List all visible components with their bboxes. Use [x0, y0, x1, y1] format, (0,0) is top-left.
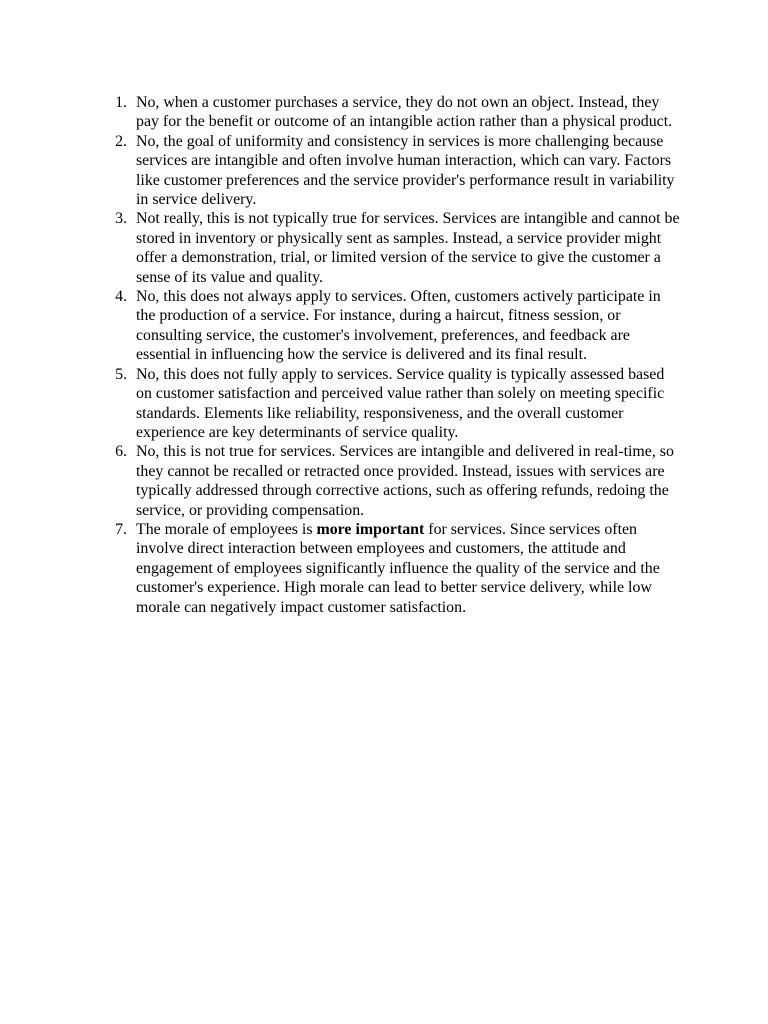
list-item-number: 3.	[115, 210, 127, 228]
list-item-number: 2.	[115, 132, 127, 150]
list-item-number: 5.	[115, 365, 127, 383]
list-item-text: No, this does not fully apply to services. Service quality is typically assessed based on customer satisfaction and perceived value rather than solely on meeting specific standards. Elements like reliability, responsiveness, and the overall customer experience are key determinants of service quality.	[136, 365, 665, 441]
list-item-text: Not really, this is not typically true for services. Services are intangible and cannot be stored in inventory or physically sent as samples. Instead, a service provider might offer a demonstration, trial, or limited version of the service to give the customer a sense of its value and quality.	[136, 210, 680, 286]
list-item	[0, 442, 681, 520]
list-item-number: 1.	[115, 94, 127, 111]
list-item-number: 6.	[115, 443, 127, 461]
list-item-text: No, when a customer purchases a service, they do not own an object. Instead, they pay for the benefit or outcome of an intangible action rather than a physical product.	[136, 94, 673, 131]
list-item-number: 7.	[115, 520, 127, 538]
list-item	[0, 365, 681, 443]
list-item-text: No, this does not always apply to services. Often, customers actively participate in the production of a service. For instance, during a haircut, fitness session, or consulting service, the customer's involvement, preferences, and feedback are essential in influencing how the service is delivered and its final result.	[136, 288, 661, 364]
answer-list	[0, 93, 768, 617]
list-item	[0, 93, 681, 132]
list-item-text: No, this is not true for services. Services are intangible and delivered in real-time, so they cannot be recalled or retracted once provided. Instead, issues with services are typically addressed through corrective actions, such as offering refunds, redoing the service, or providing compensation.	[136, 443, 674, 519]
list-item-text-before: The morale of employees is	[136, 520, 317, 538]
list-item	[0, 132, 681, 210]
list-item-text: No, the goal of uniformity and consistency in services is more challenging because services are intangible and often involve human interaction, which can vary. Factors like customer preferences and the service provider's performance result in variability in service delivery.	[136, 132, 675, 209]
list-item	[0, 209, 681, 287]
list-item-number: 4.	[115, 288, 127, 306]
list-item-emphasis: more important	[316, 520, 425, 538]
list-item	[0, 287, 681, 365]
list-item	[0, 520, 681, 617]
list-item-text-after: for services. Since services often involve direct interaction between employees and customers, the attitude and engagement of employees significantly influence the quality of the service and the customer's experience. High morale can lead to better service delivery, while low morale can negatively impact customer satisfaction.	[136, 520, 660, 616]
